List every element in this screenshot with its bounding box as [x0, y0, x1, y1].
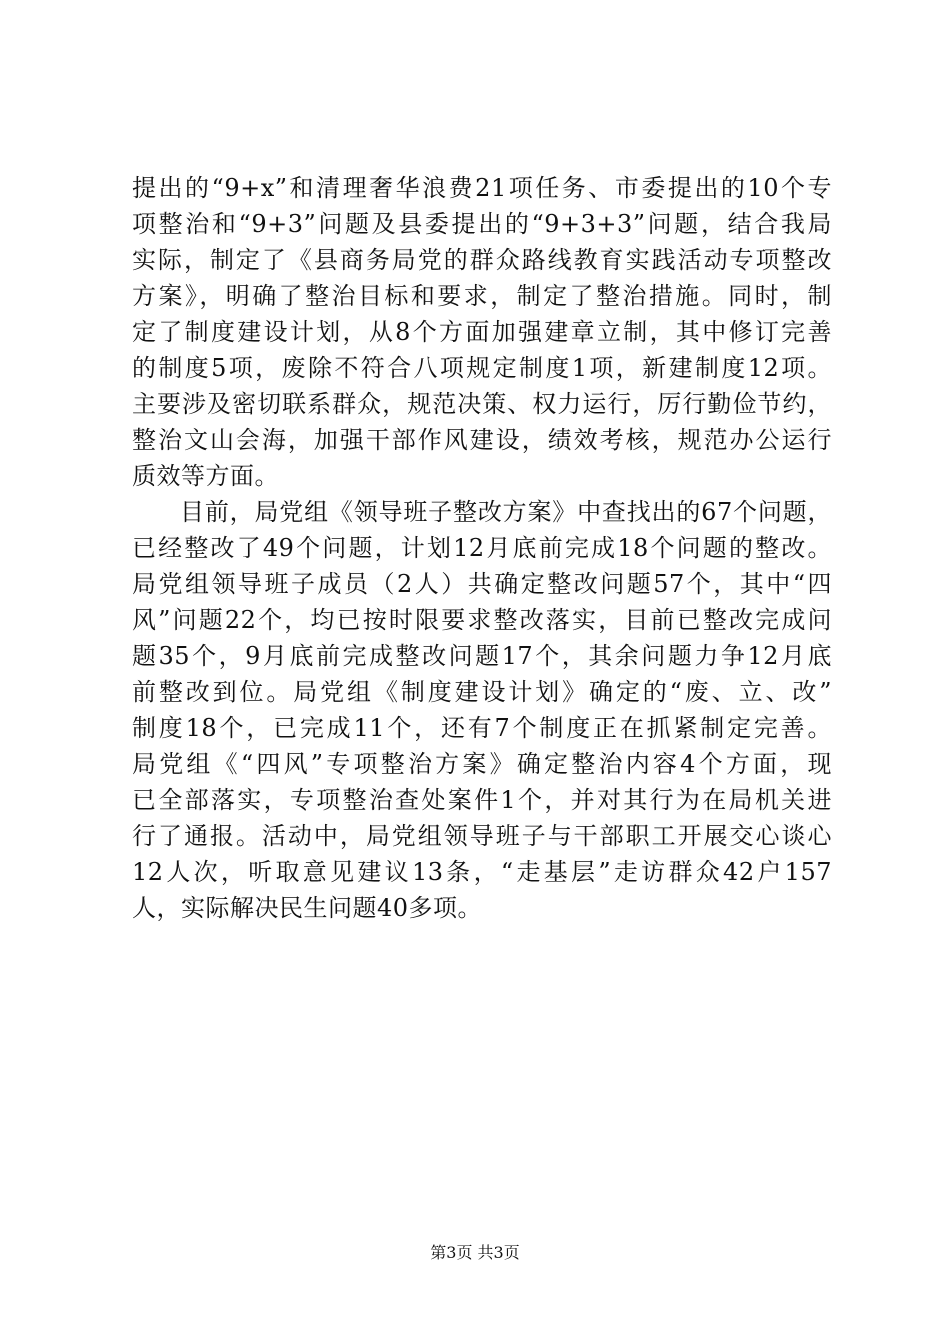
text-line: 行了通报。活动中，局党组领导班子与干部职工开展交心谈心 — [132, 822, 832, 850]
page-footer: 第3页 共3页 — [430, 1243, 520, 1262]
document-body — [132, 170, 832, 926]
text-line: 局党组领导班子成员（2人）共确定整改问题57个，其中“四 — [132, 570, 832, 598]
text-line: 定了制度建设计划，从8个方面加强建章立制，其中修订完善 — [132, 318, 832, 346]
paragraph-2 — [132, 494, 832, 926]
text-line: 题35个，9月底前完成整改问题17个，其余问题力争12月底 — [132, 642, 832, 670]
text-line: 制度18个，已完成11个，还有7个制度正在抓紧制定完善。 — [132, 714, 832, 742]
text-line: 实际，制定了《县商务局党的群众路线教育实践活动专项整改 — [132, 246, 832, 274]
text-line: 目前，局党组《领导班子整改方案》中查找出的67个问题， — [180, 498, 832, 526]
text-line: 项整治和“9+3”问题及县委提出的“9+3+3”问题，结合我局 — [132, 210, 832, 238]
text-line: 主要涉及密切联系群众，规范决策、权力运行，厉行勤俭节约， — [132, 390, 832, 418]
text-line: 已全部落实，专项整治查处案件1个，并对其行为在局机关进 — [132, 786, 832, 814]
text-line: 已经整改了49个问题，计划12月底前完成18个问题的整改。 — [132, 534, 832, 562]
text-line: 风”问题22个，均已按时限要求整改落实，目前已整改完成问 — [132, 606, 832, 634]
text-line: 前整改到位。局党组《制度建设计划》确定的“废、立、改” — [132, 678, 832, 706]
text-line: 局党组《“四风”专项整治方案》确定整治内容4个方面，现 — [132, 750, 832, 778]
text-line: 12人次，听取意见建议13条，“走基层”走访群众42户157 — [132, 858, 832, 886]
text-line: 质效等方面。 — [132, 462, 279, 490]
text-line: 人，实际解决民生问题40多项。 — [132, 894, 483, 922]
text-line: 整治文山会海，加强干部作风建设，绩效考核，规范办公运行 — [132, 426, 832, 454]
text-line: 提出的“9+x”和清理奢华浪费21项任务、市委提出的10个专 — [132, 174, 832, 202]
paragraph-1 — [132, 170, 832, 494]
text-line: 的制度5项，废除不符合八项规定制度1项，新建制度12项。 — [132, 354, 832, 382]
text-line: 方案》，明确了整治目标和要求，制定了整治措施。同时，制 — [132, 282, 832, 310]
